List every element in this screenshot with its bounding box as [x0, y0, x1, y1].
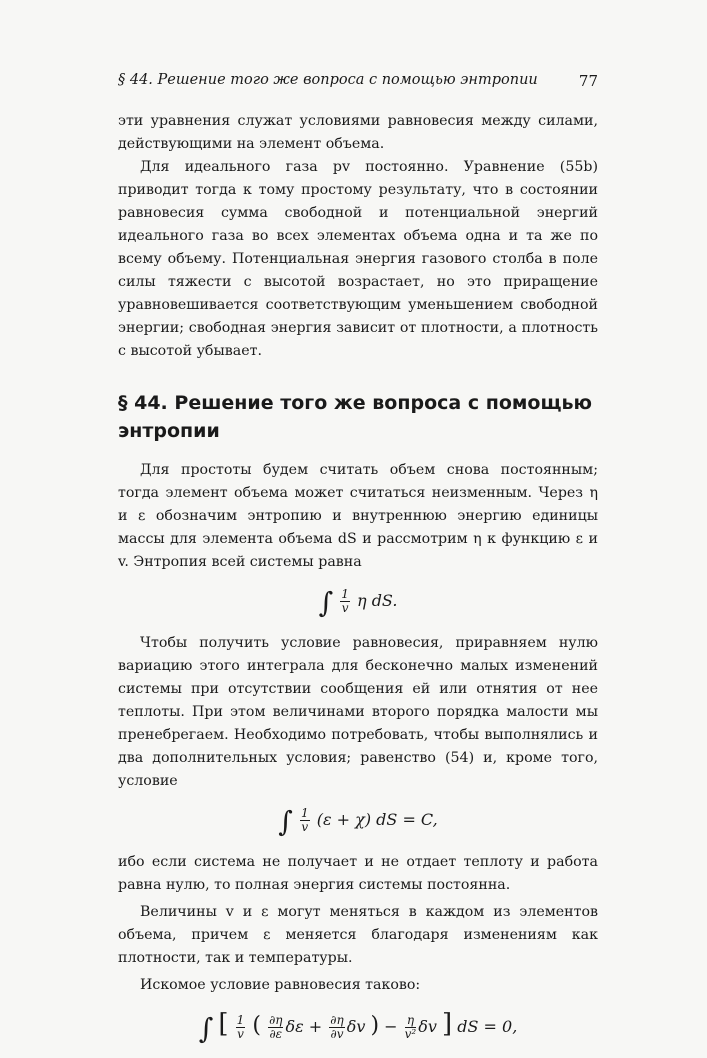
page-body: [118, 110, 598, 1058]
paragraph-2: Для идеального газа pv постоянно. Уравнение (55b) приводит тогда к тому простому результату, что в состоянии равновесия сумма свободной и потенциальной энергий идеального газа во всех элементах объема одна и та же по всему объему. Потенциальная энергия газового столба в поле силы тяжести с высотой возрастает, но это приращение уравновешивается соответствующим уменьшением свободной энергии; свободная энергия зависит от плотности, а плотность с высотой убывает.: [118, 159, 598, 359]
equation-1-text: η dS.: [357, 591, 398, 610]
equation-energy-integral: ∫ $\frac{1}{v}$ (ε + χ) dS = C,: [278, 805, 438, 838]
paragraph-7: Искомое условие равновесия таково:: [140, 977, 421, 993]
equation-entropy-integral: ∫ $\frac{1}{v}$ η dS.: [318, 586, 398, 619]
page-number: 77: [578, 72, 598, 90]
running-title: § 44. Решение того же вопроса с помощью энтропии: [118, 72, 538, 88]
paragraph-1: эти уравнения служат условиями равновесия между силами, действующими на элемент объема.: [118, 113, 598, 152]
paragraph-5: ибо если система не получает и не отдает теплоту и работа равна нулю, то полная энергия системы постоянна.: [118, 854, 598, 893]
equation-2-text: (ε + χ) dS = C,: [316, 810, 438, 829]
paragraph-4: Чтобы получить условие равновесия, приравняем нулю вариацию этого интеграла для бесконечно малых изменений системы при отсутствии сообщения ей или отнятия от нее теплоты. При этом величинами второго порядка малости мы пренебрегаем. Необходимо потребовать, чтобы выполнялись и два дополнительных условия; равенство (54) и, кроме того, условие: [118, 635, 598, 789]
paragraph-6: Величины v и ε могут меняться в каждом из элементов объема, причем ε меняется благодаря изменениям как плотности, так и температуры.: [118, 904, 598, 966]
running-header: [118, 72, 598, 88]
section-heading: § 44. Решение того же вопроса с помощью энтропии: [118, 392, 592, 442]
paragraph-3: Для простоты будем считать объем снова постоянным; тогда элемент объема может считаться неизменным. Через η и ε обозначим энтропию и внутреннюю энергию единицы массы для элемента объема dS и рассмотрим η к функцию ε и v. Энтропия всей системы равна: [118, 462, 598, 570]
equation-equilibrium-condition: ∫ [ $\frac{1}{v}$ ( $\frac{\partial\eta}{\partial\varepsilon}$ δε + $\frac{\partial\eta}{\partial v}$ δv ) − $\frac{\eta}{\text{v²}}$ δv ] dS = 0,: [198, 1009, 518, 1045]
equation-3-text: dS = 0,: [457, 1017, 518, 1036]
